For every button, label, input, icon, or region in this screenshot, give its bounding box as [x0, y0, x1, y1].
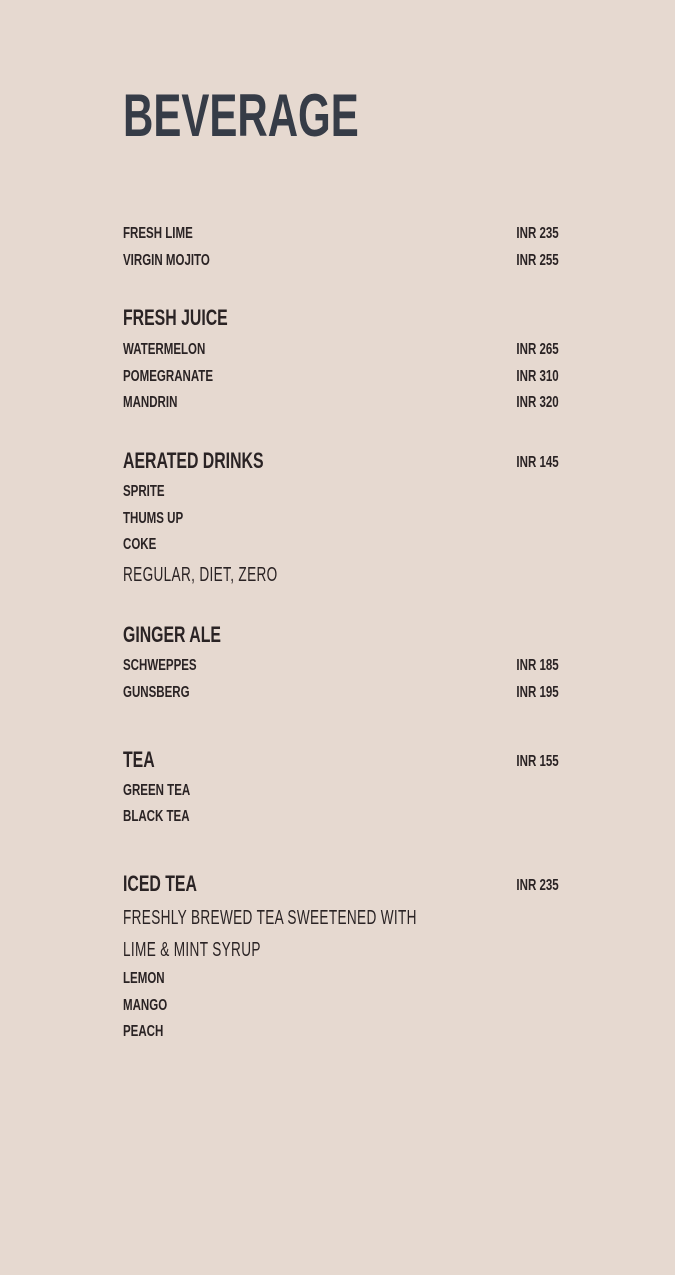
item-name: BLACK TEA [123, 808, 190, 825]
menu-item [123, 481, 559, 503]
menu-item [123, 392, 559, 414]
section-price: INR 155 [516, 753, 559, 770]
item-price: INR 195 [516, 684, 559, 701]
section-heading-iced-tea [123, 869, 559, 899]
item-name: SPRITE [123, 483, 165, 500]
item-name: MANGO [123, 997, 168, 1014]
item-name: LEMON [123, 970, 165, 987]
section-title: FRESH JUICE [123, 305, 228, 330]
menu-item [123, 968, 559, 990]
menu-item [123, 366, 559, 388]
section-heading-aerated-drinks [123, 446, 559, 476]
section-title: TEA [123, 747, 155, 772]
section-description [123, 937, 559, 963]
item-price: INR 235 [516, 225, 559, 242]
item-name: THUMS UP [123, 510, 184, 527]
menu-item [123, 223, 559, 245]
section-note [123, 562, 559, 588]
note-text: REGULAR, DIET, ZERO [123, 564, 278, 586]
menu-item [123, 534, 559, 556]
description-line: FRESHLY BREWED TEA SWEETENED WITH [123, 907, 417, 929]
section-price: INR 235 [516, 877, 559, 894]
item-name: SCHWEPPES [123, 657, 197, 674]
item-price: INR 310 [516, 368, 559, 385]
item-name: COKE [123, 536, 157, 553]
menu-item [123, 655, 559, 677]
item-name: POMEGRANATE [123, 368, 214, 385]
section-heading-fresh-juice [123, 303, 559, 333]
section-title: GINGER ALE [123, 622, 221, 647]
menu-item [123, 806, 559, 828]
menu-item [123, 682, 559, 704]
item-name: MANDRIN [123, 394, 178, 411]
item-name: GUNSBERG [123, 684, 190, 701]
item-name: WATERMELON [123, 341, 206, 358]
page-title: BEVERAGE [123, 82, 359, 149]
section-price: INR 145 [516, 454, 559, 471]
beverage-menu [123, 0, 559, 1275]
section-description [123, 905, 559, 931]
item-name: FRESH LIME [123, 225, 193, 242]
section-heading-ginger-ale [123, 620, 559, 650]
section-heading-tea [123, 745, 559, 775]
menu-item [123, 995, 559, 1017]
item-name: PEACH [123, 1023, 164, 1040]
section-title: AERATED DRINKS [123, 448, 264, 473]
description-line: LIME & MINT SYRUP [123, 939, 261, 961]
item-name: VIRGIN MOJITO [123, 252, 210, 269]
menu-item [123, 1021, 559, 1043]
menu-item [123, 780, 559, 802]
menu-item [123, 508, 559, 530]
section-title: ICED TEA [123, 871, 197, 896]
item-price: INR 255 [516, 252, 559, 269]
item-price: INR 265 [516, 341, 559, 358]
item-name: GREEN TEA [123, 782, 191, 799]
menu-item [123, 250, 559, 272]
menu-item [123, 339, 559, 361]
item-price: INR 185 [516, 657, 559, 674]
item-price: INR 320 [516, 394, 559, 411]
